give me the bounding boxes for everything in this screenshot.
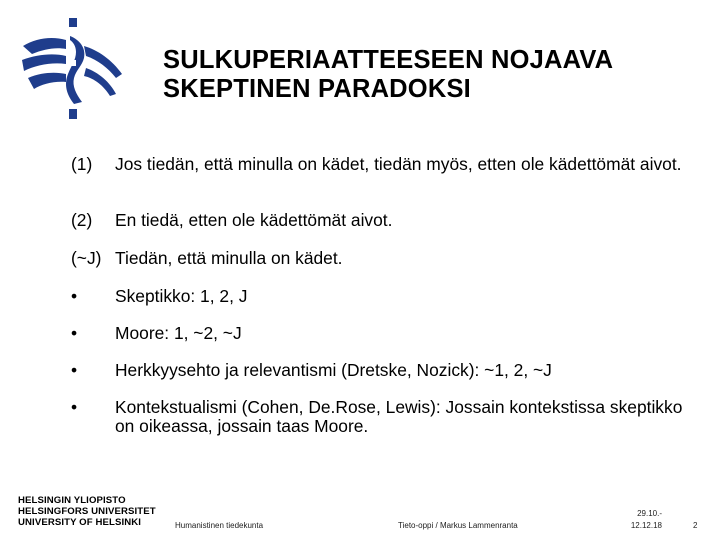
slide-title	[163, 46, 703, 104]
item-text: Jos tiedän, että minulla on kädet, tiedän myös, etten ole kädettömät aivot.	[115, 154, 682, 174]
footer-course: Tieto-oppi / Markus Lammenranta	[398, 521, 518, 530]
slide-title-line-1: SULKUPERIAATTEESEEN NOJAAVA	[163, 46, 614, 74]
footer-date-line-2: 12.12.18	[630, 521, 662, 530]
slide-title-line-2: SKEPTINEN PARADOKSI	[163, 75, 471, 103]
university-wordmark	[18, 495, 156, 528]
item-text: Kontekstualismi (Cohen, De.Rose, Lewis): Jossain kontekstissa skeptikko on oikeassa, jossain taas Moore.	[115, 397, 683, 436]
university-name-fi: HELSINGIN YLIOPISTO	[18, 495, 126, 506]
item-marker: (1)	[71, 154, 93, 174]
footer-faculty: Humanistinen tiedekunta	[175, 521, 264, 530]
item-text: Skeptikko: 1, 2, J	[115, 286, 248, 306]
university-name-sv: HELSINGFORS UNIVERSITET	[18, 506, 156, 517]
page-number: 2	[693, 521, 698, 530]
footer-date-line-1: 29.10.-	[637, 509, 662, 518]
item-text: Tiedän, että minulla on kädet.	[115, 248, 343, 268]
item-text: En tiedä, etten ole kädettömät aivot.	[115, 210, 393, 230]
bullet-icon: •	[71, 323, 78, 343]
helsinki-university-crest-icon	[18, 16, 138, 124]
footer-date	[610, 508, 662, 532]
item-marker: (~J)	[71, 248, 102, 268]
university-name-en: UNIVERSITY OF HELSINKI	[18, 517, 142, 528]
bullet-icon: •	[71, 397, 78, 417]
item-text: Herkkyysehto ja relevantismi (Dretske, Nozick): ~1, 2, ~J	[115, 360, 552, 380]
item-marker: (2)	[71, 210, 93, 230]
bullet-icon: •	[71, 286, 78, 306]
bullet-icon: •	[71, 360, 78, 380]
item-text: Moore: 1, ~2, ~J	[115, 323, 242, 343]
